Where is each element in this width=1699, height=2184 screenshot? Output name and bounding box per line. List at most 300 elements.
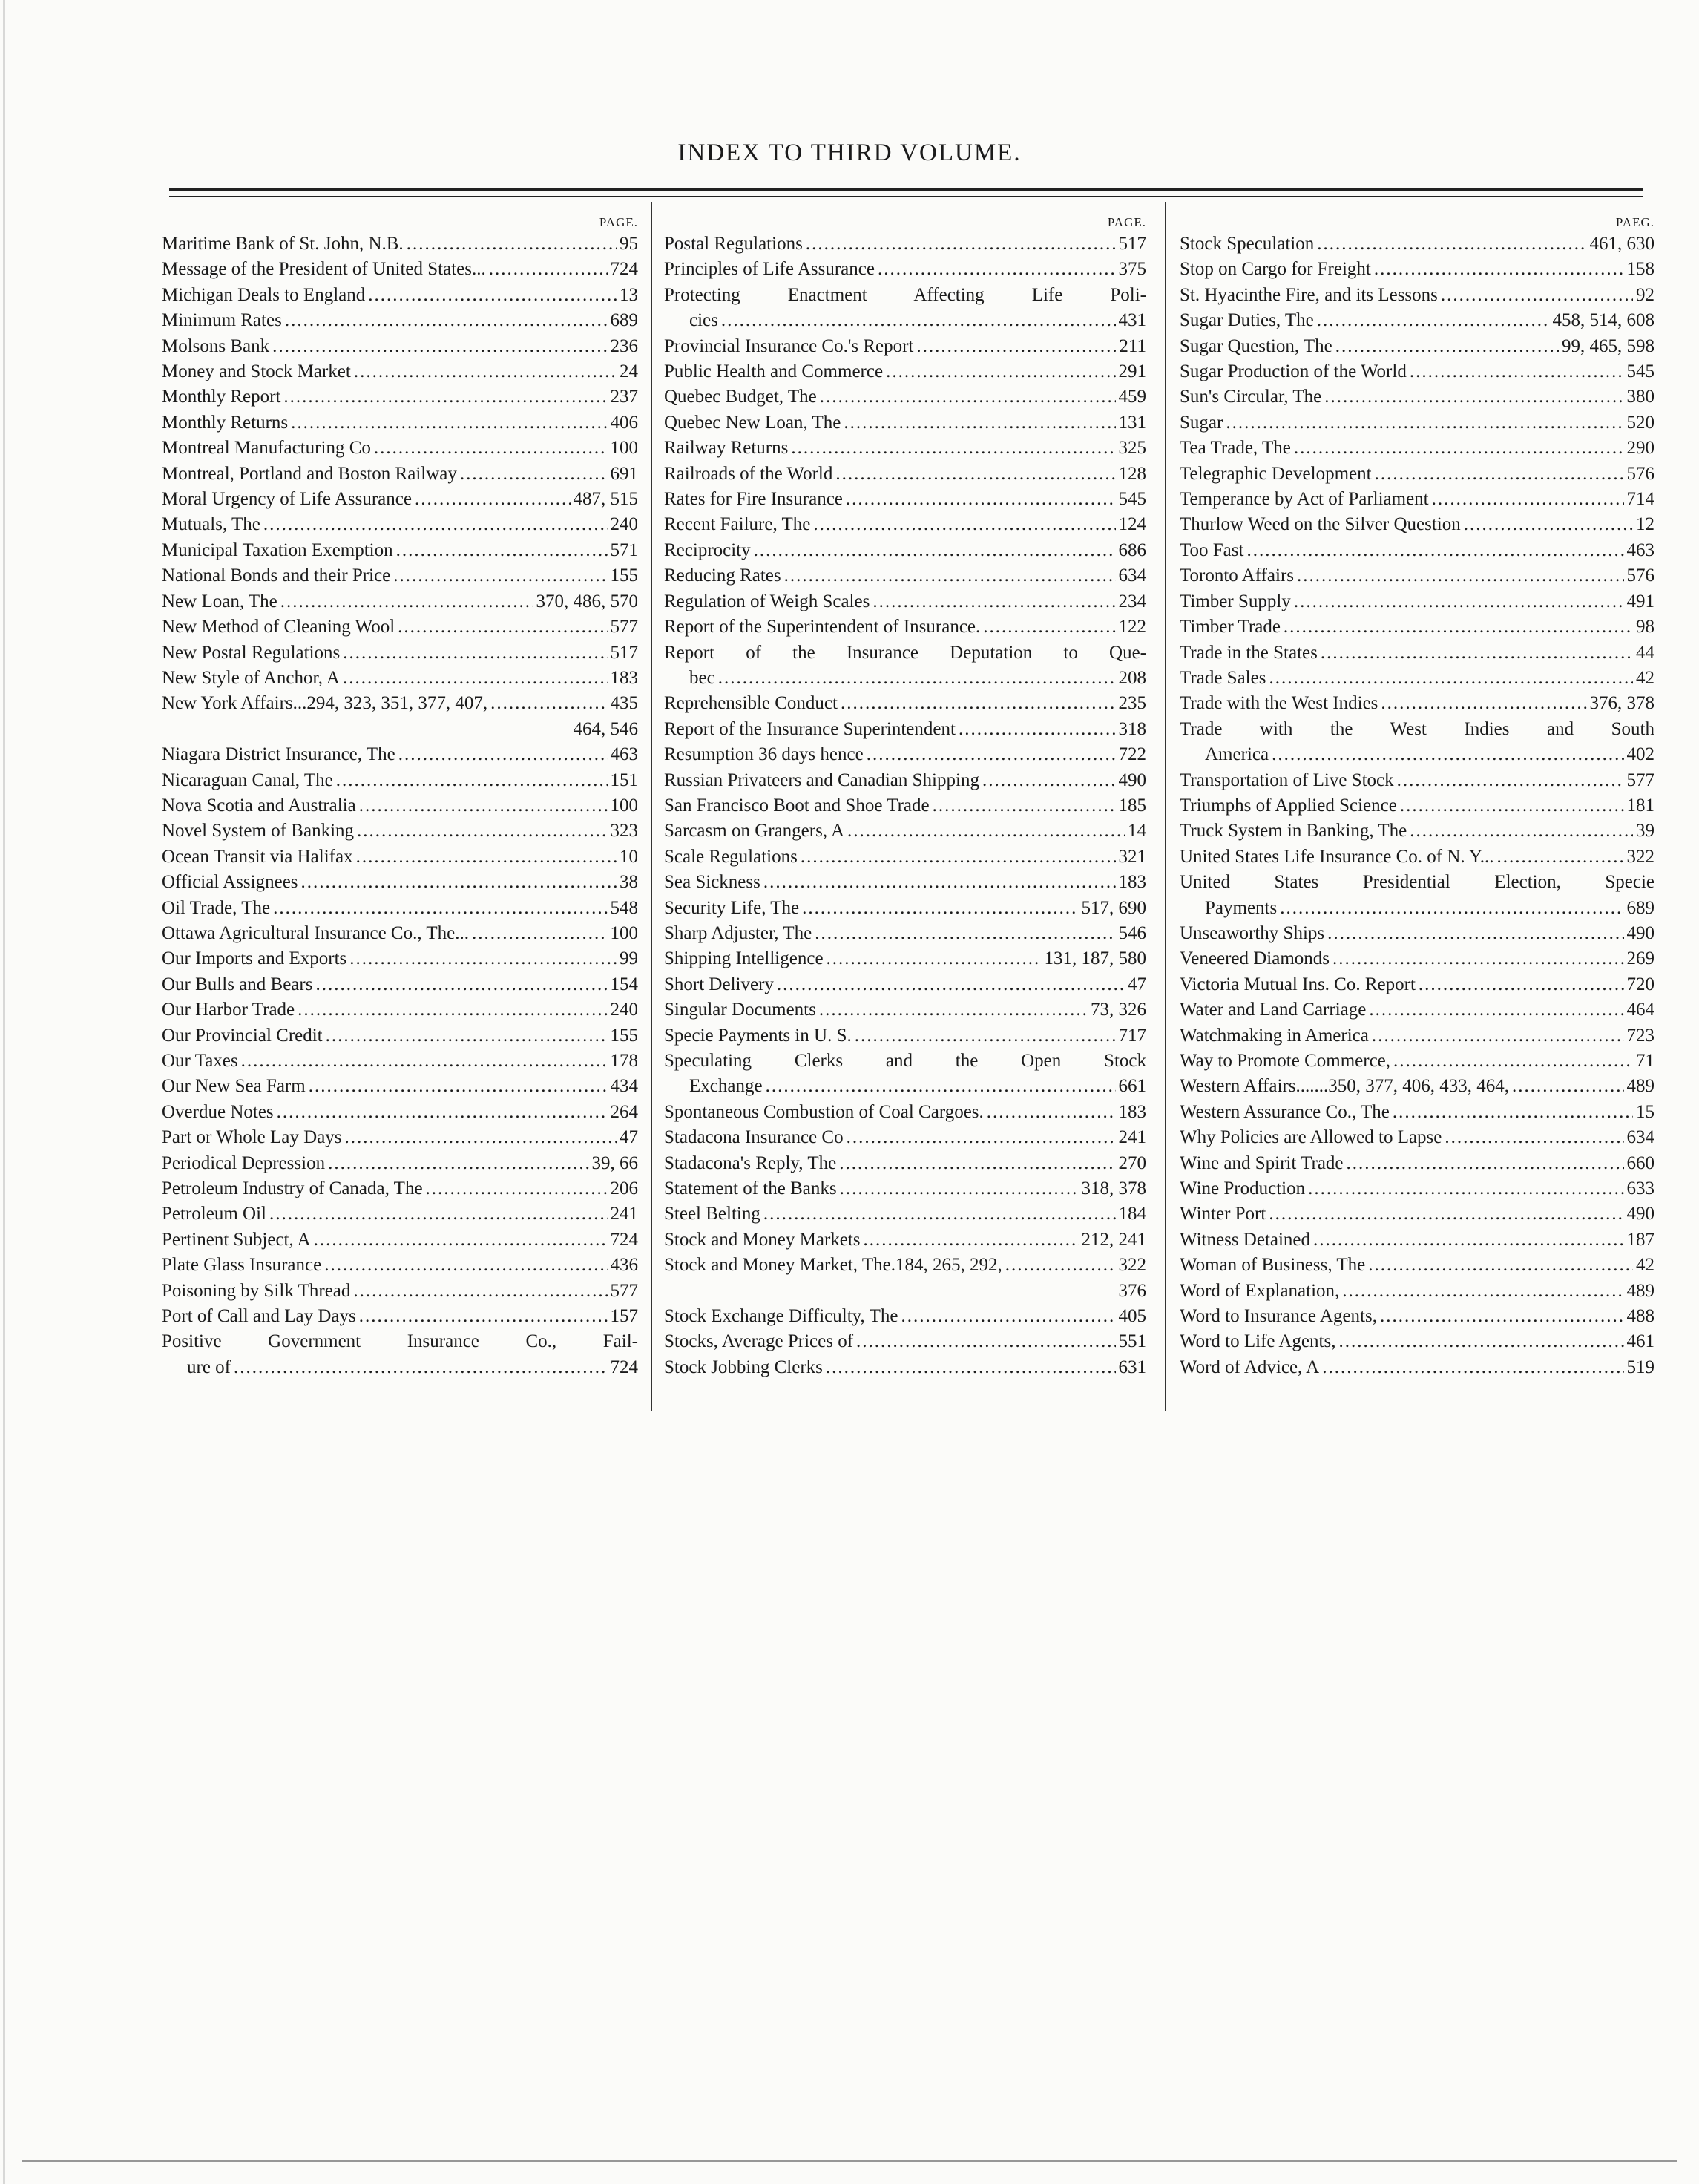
index-entry bbox=[1180, 1329, 1654, 1354]
entry-title: Money and Stock Market bbox=[162, 361, 351, 382]
index-entry bbox=[162, 614, 638, 640]
index-entry bbox=[664, 691, 1146, 716]
entry-page: 517, 690 bbox=[1081, 897, 1146, 918]
dot-leader bbox=[777, 972, 1125, 997]
entry-page: 291 bbox=[1118, 361, 1146, 382]
entry-title: Ottawa Agricultural Insurance Co., The... bbox=[162, 922, 470, 943]
index-entry bbox=[162, 232, 638, 257]
page-title: INDEX TO THIRD VOLUME. bbox=[677, 140, 1022, 166]
index-entry bbox=[162, 1074, 638, 1099]
entry-title-continuation: America bbox=[1205, 744, 1269, 765]
index-entry bbox=[162, 742, 638, 767]
index-entry bbox=[162, 1100, 638, 1125]
dot-leader bbox=[801, 845, 1116, 870]
dot-leader bbox=[336, 768, 608, 793]
entry-title: Stock and Money Markets bbox=[664, 1229, 861, 1250]
entry-title: Sugar Duties, The bbox=[1180, 310, 1314, 331]
dot-leader bbox=[285, 308, 608, 333]
entry-page: 577 bbox=[610, 1280, 638, 1301]
entry-title: New Loan, The bbox=[162, 591, 277, 611]
entry-page: 185 bbox=[1118, 795, 1146, 816]
index-entry bbox=[1180, 512, 1654, 537]
entry-page: 724 bbox=[610, 1357, 638, 1377]
dot-leader bbox=[872, 589, 1115, 614]
entry-page: 235 bbox=[1118, 693, 1146, 714]
entry-title: Michigan Deals to England bbox=[162, 284, 366, 305]
entry-page: 206 bbox=[610, 1178, 638, 1199]
entry-page: 99 bbox=[620, 948, 638, 969]
index-entry bbox=[162, 972, 638, 997]
page-column-header: PAEG. bbox=[1615, 215, 1654, 229]
entry-page: 183 bbox=[610, 667, 638, 688]
index-entry bbox=[664, 589, 1146, 614]
dot-leader bbox=[1246, 538, 1623, 563]
page-column-header: PAGE. bbox=[1107, 215, 1146, 229]
entry-title: Sun's Circular, The bbox=[1180, 387, 1322, 407]
index-entry bbox=[162, 563, 638, 588]
dot-leader bbox=[357, 819, 607, 844]
dot-leader bbox=[291, 410, 607, 436]
dot-leader bbox=[1335, 334, 1559, 359]
dot-leader bbox=[301, 870, 617, 895]
dot-leader bbox=[959, 717, 1116, 742]
dot-leader bbox=[1464, 512, 1633, 537]
dot-leader bbox=[315, 972, 607, 997]
dot-leader bbox=[1419, 972, 1624, 997]
entry-title: Stock Jobbing Clerks bbox=[664, 1357, 823, 1377]
index-entry bbox=[1180, 640, 1654, 666]
index-entry bbox=[162, 793, 638, 819]
dot-leader bbox=[1284, 614, 1633, 640]
index-entry bbox=[664, 257, 1146, 282]
entry-page: 545 bbox=[1626, 361, 1654, 382]
dot-leader bbox=[273, 896, 607, 921]
entry-page: 240 bbox=[610, 514, 638, 535]
entry-title: Molsons Bank bbox=[162, 335, 270, 356]
entry-title: Victoria Mutual Ins. Co. Report bbox=[1180, 974, 1416, 994]
entry-page: 270 bbox=[1118, 1152, 1146, 1173]
entry-title: Speculating Clerks and the Open Stock bbox=[664, 1051, 1146, 1071]
entry-title: Mutuals, The bbox=[162, 514, 260, 535]
entry-page: 100 bbox=[610, 438, 638, 459]
dot-leader bbox=[277, 1100, 608, 1125]
entry-title: Positive Government Insurance Co., Fail- bbox=[162, 1331, 638, 1352]
dot-leader bbox=[1512, 1074, 1623, 1099]
index-entry bbox=[162, 257, 638, 282]
dot-leader bbox=[1272, 742, 1623, 767]
entry-title: Woman of Business, The bbox=[1180, 1255, 1366, 1276]
entry-title-continuation: ure of bbox=[187, 1357, 231, 1377]
entry-page: 73, 326 bbox=[1091, 1000, 1146, 1020]
dot-leader bbox=[839, 1151, 1115, 1176]
entry-page: 212, 241 bbox=[1081, 1229, 1146, 1250]
dot-leader bbox=[933, 793, 1116, 819]
index-entry bbox=[664, 410, 1146, 436]
dot-leader bbox=[916, 334, 1116, 359]
entry-page: 724 bbox=[610, 259, 638, 280]
entry-page: 322 bbox=[1626, 846, 1654, 867]
dot-leader bbox=[791, 436, 1115, 461]
entry-title: Thurlow Weed on the Silver Question bbox=[1180, 514, 1461, 535]
index-entry bbox=[664, 283, 1146, 334]
entry-page: 490 bbox=[1626, 922, 1654, 943]
index-entry bbox=[162, 308, 638, 333]
entry-page: 38 bbox=[620, 872, 638, 893]
index-entry bbox=[664, 997, 1146, 1023]
entry-title: Message of the President of United States... bbox=[162, 259, 486, 280]
dot-leader bbox=[415, 487, 571, 512]
entry-title: Resumption 36 days hence bbox=[664, 744, 864, 765]
index-entry bbox=[664, 896, 1146, 921]
entry-page: 71 bbox=[1636, 1051, 1654, 1071]
entry-page: 723 bbox=[1626, 1025, 1654, 1046]
entry-page: 571 bbox=[610, 540, 638, 560]
dot-leader bbox=[490, 691, 607, 716]
entry-page: 98 bbox=[1636, 617, 1654, 637]
entry-title: Specie Payments in U. S. bbox=[664, 1025, 852, 1046]
index-entry bbox=[162, 589, 638, 614]
entry-page: 463 bbox=[1626, 540, 1654, 560]
entry-title: Wine and Spirit Trade bbox=[1180, 1152, 1344, 1173]
index-entry bbox=[664, 1100, 1146, 1125]
index-entry bbox=[1180, 308, 1654, 333]
dot-leader bbox=[460, 462, 608, 487]
entry-title: Russian Privateers and Canadian Shipping bbox=[664, 770, 979, 790]
index-entry bbox=[162, 1201, 638, 1227]
entry-title: Trade with the West Indies bbox=[1180, 693, 1378, 714]
index-entry bbox=[664, 1125, 1146, 1150]
entry-title: Our Taxes bbox=[162, 1051, 238, 1071]
index-column-3 bbox=[1180, 215, 1654, 1380]
entry-title: Monthly Returns bbox=[162, 412, 289, 433]
index-entry bbox=[664, 1201, 1146, 1227]
entry-page: 434 bbox=[610, 1076, 638, 1097]
entry-title: Transportation of Live Stock bbox=[1180, 770, 1394, 790]
entry-page: 490 bbox=[1626, 1204, 1654, 1224]
dot-leader bbox=[802, 896, 1078, 921]
entry-title: Moral Urgency of Life Assurance bbox=[162, 489, 412, 510]
dot-leader bbox=[1308, 1176, 1623, 1201]
entry-title-continuation: Exchange bbox=[689, 1076, 763, 1097]
entry-page: 187 bbox=[1626, 1229, 1654, 1250]
dot-leader bbox=[763, 870, 1116, 895]
entry-page: 47 bbox=[1128, 974, 1146, 994]
index-entry bbox=[1180, 870, 1654, 921]
entry-title: Provincial Insurance Co.'s Report bbox=[664, 335, 914, 356]
entry-title: Reciprocity bbox=[664, 540, 751, 560]
entry-title: Word of Explanation, bbox=[1180, 1280, 1340, 1301]
index-entry bbox=[1180, 462, 1654, 487]
dot-leader bbox=[343, 640, 607, 666]
entry-page: 269 bbox=[1626, 948, 1654, 969]
index-entry bbox=[664, 462, 1146, 487]
entry-page: 376 bbox=[1118, 1280, 1146, 1301]
entry-title-continuation: cies bbox=[689, 310, 718, 331]
dot-leader bbox=[819, 997, 1088, 1023]
dot-leader bbox=[1445, 1125, 1623, 1150]
dot-leader bbox=[847, 1125, 1116, 1150]
entry-title: Timber Trade bbox=[1180, 617, 1281, 637]
entry-continuation bbox=[664, 1074, 1146, 1099]
index-entry bbox=[162, 410, 638, 436]
dot-leader bbox=[826, 1355, 1116, 1380]
dot-leader bbox=[1297, 563, 1623, 588]
dot-leader bbox=[763, 1201, 1116, 1227]
dot-leader bbox=[815, 921, 1115, 946]
index-entry bbox=[664, 1355, 1146, 1380]
index-entry bbox=[1180, 1201, 1654, 1227]
entry-page: 431 bbox=[1118, 310, 1146, 331]
index-column-2 bbox=[664, 215, 1146, 1380]
entry-title: Principles of Life Assurance bbox=[664, 259, 875, 280]
index-entry bbox=[162, 921, 638, 946]
entry-page: 689 bbox=[610, 310, 638, 331]
dot-leader bbox=[1327, 921, 1623, 946]
entry-page: 633 bbox=[1626, 1178, 1654, 1199]
index-entry bbox=[1180, 793, 1654, 819]
entry-page: 576 bbox=[1626, 565, 1654, 586]
dot-leader bbox=[489, 257, 608, 282]
entry-page: 631 bbox=[1118, 1357, 1146, 1377]
entry-page: 155 bbox=[610, 565, 638, 586]
index-entry bbox=[162, 436, 638, 461]
index-entry bbox=[162, 666, 638, 691]
index-entry bbox=[664, 972, 1146, 997]
entry-page: 184 bbox=[1118, 1204, 1146, 1224]
index-entry bbox=[162, 1125, 638, 1150]
entry-title: Ocean Transit via Halifax bbox=[162, 846, 353, 867]
entry-title-continuation: Payments bbox=[1205, 897, 1278, 918]
entry-title: Our Imports and Exports bbox=[162, 948, 347, 969]
entry-page: 264 bbox=[610, 1101, 638, 1122]
entry-page: 380 bbox=[1626, 387, 1654, 407]
dot-leader bbox=[359, 793, 608, 819]
index-entry bbox=[664, 1329, 1146, 1354]
dot-leader bbox=[1372, 1023, 1624, 1049]
entry-page: 12 bbox=[1636, 514, 1654, 535]
index-entry bbox=[1180, 946, 1654, 971]
dot-leader bbox=[354, 359, 617, 384]
dot-leader bbox=[901, 1304, 1115, 1329]
dot-leader bbox=[1375, 462, 1624, 487]
dot-leader bbox=[1294, 436, 1624, 461]
entry-title: Trade in the States bbox=[1180, 642, 1318, 663]
dot-leader bbox=[1321, 640, 1633, 666]
dot-leader bbox=[398, 614, 607, 640]
dot-leader bbox=[1410, 819, 1633, 844]
entry-title: Petroleum Industry of Canada, The bbox=[162, 1178, 423, 1199]
entry-page: 122 bbox=[1118, 617, 1146, 637]
index-entry bbox=[1180, 768, 1654, 793]
index-entry bbox=[1180, 359, 1654, 384]
entry-title: New Style of Anchor, A bbox=[162, 667, 340, 688]
dot-leader bbox=[280, 589, 533, 614]
index-entry bbox=[1180, 614, 1654, 640]
index-entry bbox=[664, 768, 1146, 793]
entry-title: Sarcasm on Grangers, A bbox=[664, 821, 844, 842]
entry-title: Telegraphic Development bbox=[1180, 463, 1372, 484]
entry-page: 436 bbox=[610, 1255, 638, 1276]
index-entry bbox=[1180, 1074, 1654, 1099]
entry-title: Plate Glass Insurance bbox=[162, 1255, 322, 1276]
entry-title: Western Affairs.......350, 377, 406, 433, 464, bbox=[1180, 1076, 1510, 1097]
entry-title: Railroads of the World bbox=[664, 463, 833, 484]
index-entry bbox=[1180, 1125, 1654, 1150]
index-entry bbox=[1180, 1176, 1654, 1201]
entry-page: 686 bbox=[1118, 540, 1146, 560]
entry-page: 489 bbox=[1626, 1076, 1654, 1097]
bottom-edge-line bbox=[22, 2160, 1677, 2162]
index-entry bbox=[664, 1253, 1146, 1278]
entry-page: 577 bbox=[1626, 770, 1654, 790]
entry-title: New York Affairs...294, 323, 351, 377, 407, bbox=[162, 693, 488, 714]
title-rule-thin bbox=[169, 196, 1643, 197]
dot-leader bbox=[326, 1023, 608, 1049]
index-entry bbox=[664, 1227, 1146, 1253]
entry-page: 325 bbox=[1118, 438, 1146, 459]
entry-title: Stock Exchange Difficulty, The bbox=[664, 1306, 898, 1327]
entry-page: 154 bbox=[610, 974, 638, 994]
dot-leader bbox=[1397, 768, 1624, 793]
entry-title: Timber Supply bbox=[1180, 591, 1291, 611]
entry-title: Word to Insurance Agents, bbox=[1180, 1306, 1377, 1327]
entry-title: Official Assignees bbox=[162, 872, 298, 893]
entry-page: 100 bbox=[610, 795, 638, 816]
entry-page: 370, 486, 570 bbox=[536, 591, 638, 611]
entry-page: 24 bbox=[620, 361, 638, 382]
entry-title: St. Hyacinthe Fire, and its Lessons bbox=[1180, 284, 1438, 305]
entry-title: Our Provincial Credit bbox=[162, 1025, 323, 1046]
index-entry bbox=[664, 384, 1146, 410]
dot-leader bbox=[835, 462, 1115, 487]
index-entry bbox=[1180, 845, 1654, 870]
dot-leader bbox=[1393, 1100, 1633, 1125]
entry-page: 181 bbox=[1626, 795, 1654, 816]
entry-page: 520 bbox=[1626, 412, 1654, 433]
entry-title: Niagara District Insurance, The bbox=[162, 744, 395, 765]
entry-title: Nicaraguan Canal, The bbox=[162, 770, 333, 790]
entry-page: 42 bbox=[1636, 667, 1654, 688]
entry-title: Singular Documents bbox=[664, 1000, 816, 1020]
dot-leader bbox=[864, 1227, 1079, 1253]
dot-leader bbox=[1317, 308, 1550, 333]
index-entry bbox=[1180, 1151, 1654, 1176]
dot-leader bbox=[1280, 896, 1623, 921]
entry-title: Minimum Rates bbox=[162, 310, 282, 331]
dot-leader bbox=[1441, 283, 1633, 308]
dot-leader bbox=[241, 1049, 608, 1074]
entry-page: 321 bbox=[1118, 846, 1146, 867]
dot-leader bbox=[856, 1329, 1115, 1354]
index-entry bbox=[162, 487, 638, 512]
index-entry bbox=[664, 870, 1146, 895]
dot-leader bbox=[987, 1100, 1116, 1125]
entry-title: Pertinent Subject, A bbox=[162, 1229, 311, 1250]
entry-page: 489 bbox=[1626, 1280, 1654, 1301]
entry-page: 458, 514, 608 bbox=[1552, 310, 1654, 331]
dot-leader bbox=[283, 384, 607, 410]
entry-title: Overdue Notes bbox=[162, 1101, 274, 1122]
dot-leader bbox=[813, 512, 1115, 537]
entry-page: 402 bbox=[1626, 744, 1654, 765]
entry-title: Unseaworthy Ships bbox=[1180, 922, 1325, 943]
dot-leader bbox=[343, 666, 608, 691]
dot-leader bbox=[345, 1125, 617, 1150]
entry-page: 375 bbox=[1118, 259, 1146, 280]
index-entry bbox=[1180, 563, 1654, 588]
dot-leader bbox=[1226, 410, 1623, 436]
entry-page: 95 bbox=[620, 234, 638, 254]
entry-title: Water and Land Carriage bbox=[1180, 1000, 1367, 1020]
dot-leader bbox=[1400, 793, 1624, 819]
index-entry bbox=[664, 232, 1146, 257]
entry-title: Stock Speculation bbox=[1180, 234, 1315, 254]
entry-title: Word of Advice, A bbox=[1180, 1357, 1320, 1377]
entry-page: 13 bbox=[620, 284, 638, 305]
entry-page: 517 bbox=[610, 642, 638, 663]
entry-title: Too Fast bbox=[1180, 540, 1244, 560]
entry-title: Sharp Adjuster, The bbox=[664, 922, 812, 943]
dot-leader bbox=[368, 283, 617, 308]
entry-page: 14 bbox=[1128, 821, 1146, 842]
dot-leader bbox=[396, 538, 608, 563]
entry-title: United States Life Insurance Co. of N. Y... bbox=[1180, 846, 1494, 867]
entry-page: 406 bbox=[610, 412, 638, 433]
dot-leader bbox=[806, 232, 1116, 257]
dot-leader bbox=[407, 232, 617, 257]
entry-title: National Bonds and their Price bbox=[162, 565, 391, 586]
entry-page: 661 bbox=[1118, 1076, 1146, 1097]
dot-leader bbox=[784, 563, 1116, 588]
entry-title: Security Life, The bbox=[664, 897, 800, 918]
index-entry bbox=[162, 691, 638, 716]
entry-page: 459 bbox=[1118, 387, 1146, 407]
index-entry bbox=[664, 640, 1146, 692]
entry-page: 131 bbox=[1118, 412, 1146, 433]
entry-page: 99, 465, 598 bbox=[1562, 335, 1654, 356]
dot-leader bbox=[718, 666, 1116, 691]
index-entry bbox=[162, 870, 638, 895]
entry-title: Our Harbor Trade bbox=[162, 1000, 295, 1020]
entry-title: Railway Returns bbox=[664, 438, 789, 459]
index-entry bbox=[162, 640, 638, 666]
entry-title: Steel Belting bbox=[664, 1204, 760, 1224]
entry-title: Municipal Taxation Exemption bbox=[162, 540, 393, 560]
entry-title: Novel System of Banking bbox=[162, 821, 355, 842]
index-entry bbox=[1180, 691, 1654, 716]
entry-page: 577 bbox=[610, 617, 638, 637]
dot-leader bbox=[1269, 666, 1633, 691]
dot-leader bbox=[846, 487, 1116, 512]
entry-page: 487, 515 bbox=[573, 489, 638, 510]
index-entry bbox=[664, 512, 1146, 537]
dot-leader bbox=[847, 819, 1125, 844]
index-entry bbox=[162, 359, 638, 384]
entry-page: 208 bbox=[1118, 667, 1146, 688]
entry-continuation bbox=[1180, 896, 1654, 921]
index-entry bbox=[1180, 717, 1654, 768]
entry-page: 100 bbox=[610, 922, 638, 943]
entry-page: 323 bbox=[610, 821, 638, 842]
entry-title: Toronto Affairs bbox=[1180, 565, 1295, 586]
index-entry bbox=[1180, 232, 1654, 257]
index-entry bbox=[664, 359, 1146, 384]
entry-title: Our New Sea Farm bbox=[162, 1076, 306, 1097]
index-entry bbox=[664, 793, 1146, 819]
column-divider bbox=[1165, 202, 1166, 1411]
entry-page: 548 bbox=[610, 897, 638, 918]
entry-page: 634 bbox=[1118, 565, 1146, 586]
